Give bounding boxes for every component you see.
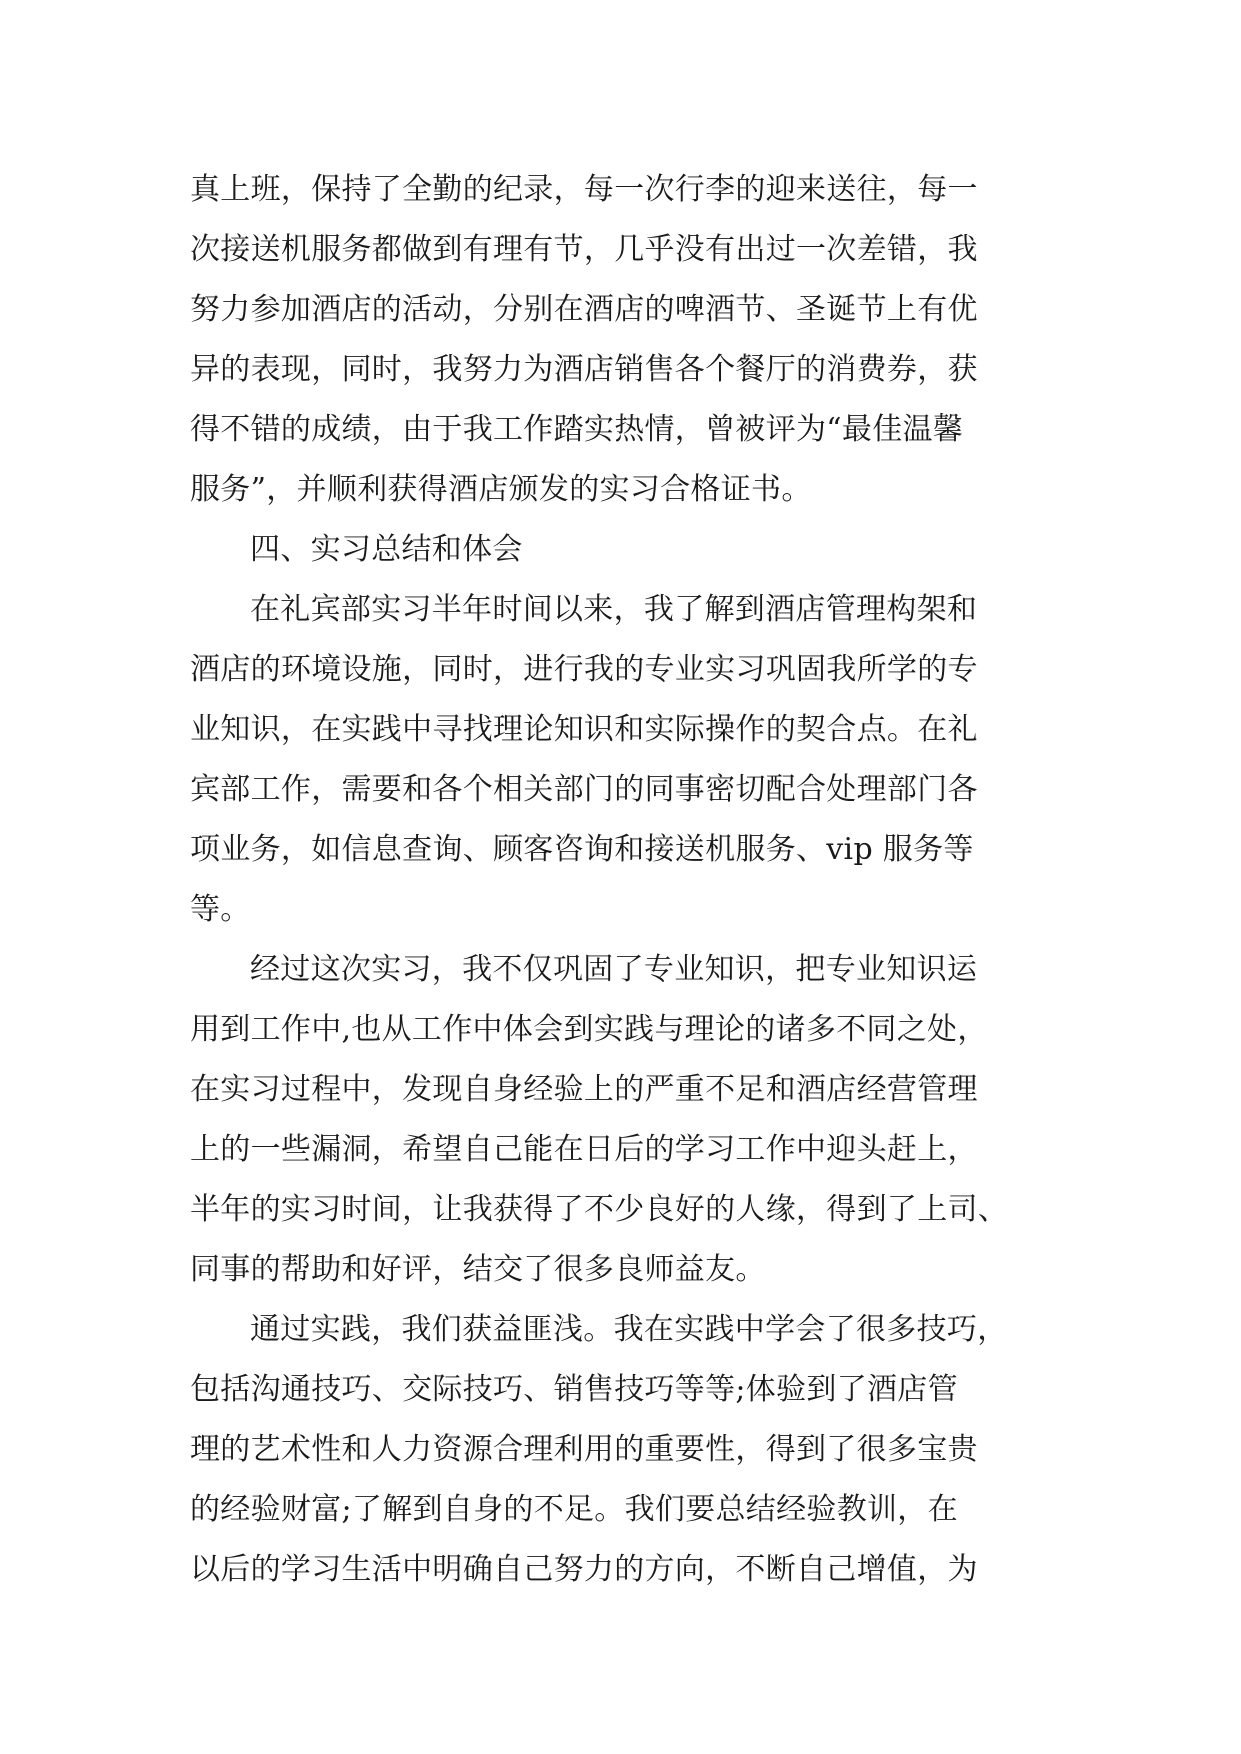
text-line-12: 项业务，如信息查询、顾客咨询和接送机服务、vip 服务等 (190, 832, 974, 867)
text-line-22: 理的艺术性和人力资源合理利用的重要性，得到了很多宝贵 (190, 1432, 978, 1467)
text-line-17: 上的一些漏洞，希望自己能在日后的学习工作中迎头赶上， (190, 1132, 978, 1167)
text-line-15: 用到工作中,也从工作中体会到实践与理论的诸多不同之处， (190, 1012, 988, 1047)
text-line-11: 宾部工作，需要和各个相关部门的同事密切配合处理部门各 (190, 772, 978, 807)
text-line-13: 等。 (190, 892, 251, 927)
text-line-24: 以后的学习生活中明确自己努力的方向，不断自己增值，为 (190, 1552, 978, 1587)
text-line-8: 在礼宾部实习半年时间以来，我了解到酒店管理构架和 (250, 592, 978, 627)
text-line-16: 在实习过程中，发现自身经验上的严重不足和酒店经营管理 (190, 1072, 978, 1107)
text-line-1: 真上班，保持了全勤的纪录，每一次行李的迎来送往，每一 (190, 172, 978, 207)
text-line-20: 通过实践，我们获益匪浅。我在实践中学会了很多技巧， (250, 1312, 1008, 1347)
text-line-6: 服务”，并顺利获得酒店颁发的实习合格证书。 (190, 472, 812, 507)
text-line-14: 经过这次实习，我不仅巩固了专业知识，把专业知识运 (250, 952, 978, 987)
text-line-19: 同事的帮助和好评，结交了很多良师益友。 (190, 1252, 766, 1287)
text-line-5: 得不错的成绩，由于我工作踏实热情，曾被评为“最佳温馨 (190, 412, 964, 447)
text-line-18: 半年的实习时间，让我获得了不少良好的人缘，得到了上司、 (190, 1192, 1009, 1227)
text-line-9: 酒店的环境设施，同时，进行我的专业实习巩固我所学的专 (190, 652, 978, 687)
text-line-3: 努力参加酒店的活动，分别在酒店的啤酒节、圣诞节上有优 (190, 292, 978, 327)
text-line-23: 的经验财富;了解到自身的不足。我们要总结经验教训，在 (190, 1492, 958, 1527)
text-line-4: 异的表现，同时，我努力为酒店销售各个餐厅的消费券，获 (190, 352, 978, 387)
text-line-10: 业知识，在实践中寻找理论知识和实际操作的契合点。在礼 (190, 712, 978, 747)
text-line-2: 次接送机服务都做到有理有节，几乎没有出过一次差错，我 (190, 232, 978, 267)
section-heading: 四、实习总结和体会 (250, 532, 523, 567)
text-line-21: 包括沟通技巧、交际技巧、销售技巧等等;体验到了酒店管 (190, 1372, 958, 1407)
document-body (190, 160, 1052, 1600)
